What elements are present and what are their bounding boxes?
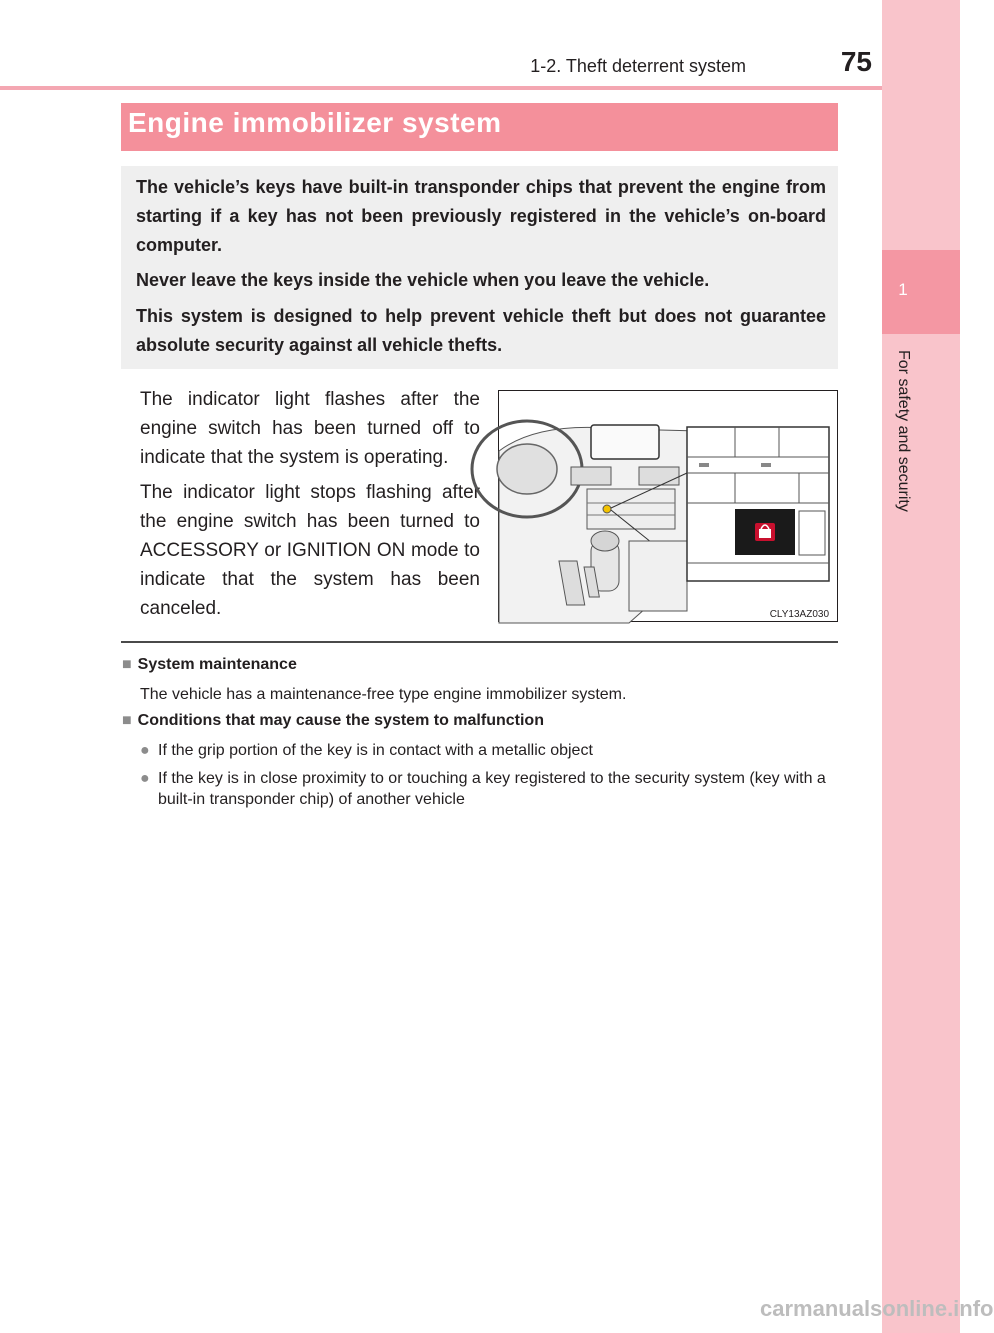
chapter-number: 1 xyxy=(898,280,908,299)
center-display-shape xyxy=(591,425,659,459)
list-item-text: If the grip portion of the key is in contact with a metallic object xyxy=(158,742,593,759)
round-bullet-icon: ● xyxy=(140,770,150,787)
dashboard-illustration xyxy=(498,390,838,622)
note-heading-text: Conditions that may cause the system to malfunction xyxy=(137,712,544,729)
body-paragraph: The indicator light flashes after the engine switch has been turned off to indicate that the system is operating. xyxy=(140,389,480,468)
chapter-label: For safety and security xyxy=(895,350,912,512)
figure-code: CLY13AZ030 xyxy=(769,609,829,620)
section-title: Engine immobilizer system xyxy=(128,107,502,138)
square-bullet-icon: ■ xyxy=(122,712,132,729)
chapter-side-tab xyxy=(882,0,960,1333)
note-heading xyxy=(122,712,544,730)
intro-paragraph: This system is designed to help prevent vehicle theft but does not guarantee absolute security against all vehicle thefts. xyxy=(136,306,826,355)
note-heading xyxy=(122,656,297,674)
page-number: 75 xyxy=(840,46,872,77)
section-divider xyxy=(121,641,838,643)
list-item xyxy=(140,768,842,810)
body-paragraph: The indicator light stops flashing after the engine switch has been turned to ACCESSORY or IGNITION ON mode to indicate that the system has been canceled. xyxy=(140,482,480,619)
header-section-title: 1-2. Theft deterrent system xyxy=(530,56,746,76)
dashboard-drawing xyxy=(499,391,839,623)
list-item xyxy=(140,740,842,761)
indicator-location-shape xyxy=(603,505,611,513)
header-divider xyxy=(0,86,882,90)
square-bullet-icon: ■ xyxy=(122,656,132,673)
list-item-text: If the key is in close proximity to or touching a key registered to the security system (key with a built-in transponder chip) of another vehicle xyxy=(158,770,826,808)
note-heading-text: System maintenance xyxy=(137,656,297,673)
zoom-panel-shape xyxy=(687,427,829,581)
intro-paragraph: Never leave the keys inside the vehicle when you leave the vehicle. xyxy=(136,270,710,290)
round-bullet-icon: ● xyxy=(140,742,150,759)
watermark: carmanualsonline.info xyxy=(760,1296,994,1321)
intro-paragraph: The vehicle’s keys have built-in transponder chips that prevent the engine from starting if a key has not been previously registered in the vehicle’s on-board computer. xyxy=(136,177,826,255)
note-text: The vehicle has a maintenance-free type engine immobilizer system. xyxy=(140,686,627,703)
